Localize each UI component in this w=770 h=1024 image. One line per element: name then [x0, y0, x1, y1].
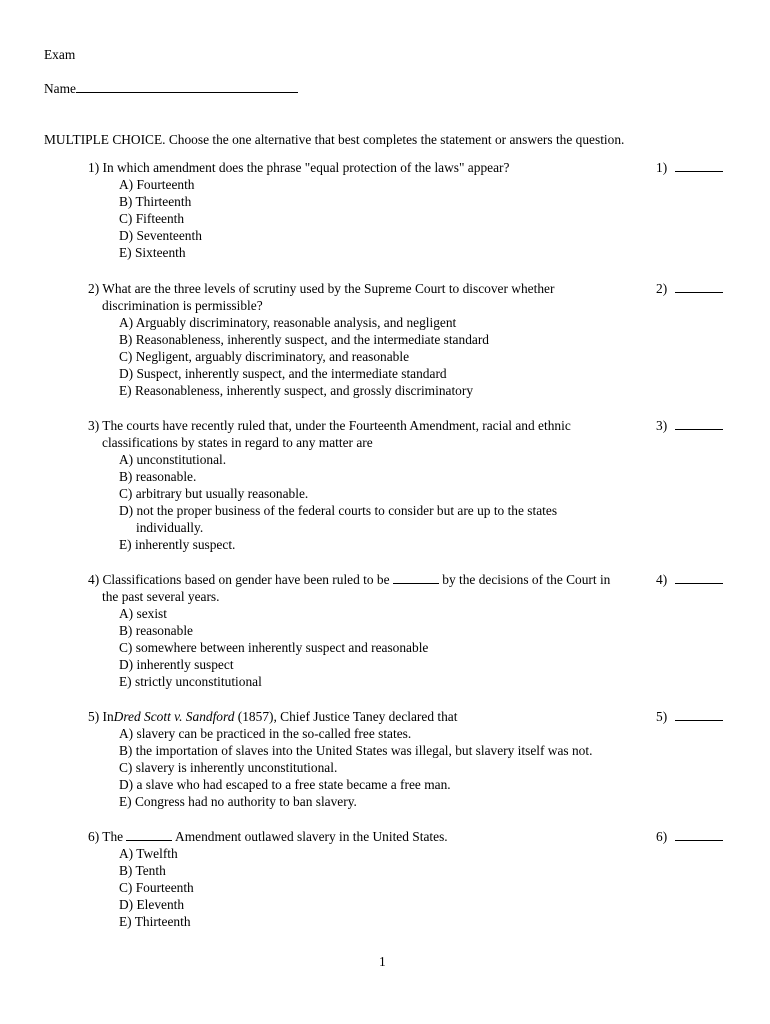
answer-line[interactable]: [675, 159, 723, 172]
question-stem: 3) The courts have recently ruled that, under the Fourteenth Amendment, racial and ethnic: [88, 418, 571, 433]
option-a: A) unconstitutional.: [119, 452, 227, 467]
question-stem: [88, 571, 610, 588]
option-e: E) Congress had no authority to ban slavery.: [119, 794, 357, 809]
name-field[interactable]: [76, 80, 298, 93]
option-d: D) not the proper business of the federal courts to consider but are up to the states: [119, 503, 558, 518]
answer-line[interactable]: [675, 280, 723, 293]
option-d-continued: individually.: [136, 520, 204, 535]
page-number: 1: [379, 954, 386, 969]
answer-blank-6[interactable]: [656, 828, 723, 845]
option-a: A) Arguably discriminatory, reasonable analysis, and negligent: [119, 315, 457, 330]
option-b: B) Tenth: [119, 863, 166, 878]
fill-in-blank: [126, 829, 172, 841]
option-c: C) slavery is inherently unconstitutional.: [119, 760, 338, 775]
option-e: E) Sixteenth: [119, 245, 186, 260]
option-a: A) sexist: [119, 606, 167, 621]
option-e: E) inherently suspect.: [119, 537, 236, 552]
name-label: Name: [44, 81, 76, 96]
option-b: B) the importation of slaves into the United States was illegal, but slavery itself was not.: [119, 743, 593, 758]
answer-blank-4[interactable]: [656, 571, 723, 588]
option-c: C) Fourteenth: [119, 880, 194, 895]
option-d: D) Seventeenth: [119, 228, 202, 243]
exam-label: Exam: [44, 47, 76, 62]
option-c: C) arbitrary but usually reasonable.: [119, 486, 309, 501]
option-a: A) Twelfth: [119, 846, 178, 861]
question-stem-continued: the past several years.: [102, 589, 220, 604]
question-stem-suffix: (1857), Chief Justice Taney declared that: [234, 709, 458, 724]
fill-in-blank: [393, 572, 439, 584]
answer-line[interactable]: [675, 417, 723, 430]
question-stem-part-a: 4) Classifications based on gender have been ruled to be: [88, 572, 393, 587]
option-d: D) a slave who had escaped to a free state became a free man.: [119, 777, 451, 792]
option-b: B) reasonable: [119, 623, 193, 638]
answer-blank-5[interactable]: [656, 708, 723, 725]
option-a: A) slavery can be practiced in the so-called free states.: [119, 726, 412, 741]
answer-number: 6): [656, 829, 668, 844]
option-e: E) Thirteenth: [119, 914, 191, 929]
question-stem: 1) In which amendment does the phrase "equal protection of the laws" appear?: [88, 160, 510, 175]
question-stem-continued: classifications by states in regard to any matter are: [102, 435, 373, 450]
question-stem-prefix: 5) In: [88, 709, 114, 724]
question-stem: [88, 708, 457, 725]
instructions: MULTIPLE CHOICE. Choose the one alternative that best completes the statement or answers the question.: [44, 132, 625, 147]
option-c: C) Negligent, arguably discriminatory, and reasonable: [119, 349, 410, 364]
answer-line[interactable]: [675, 828, 723, 841]
question-stem: 2) What are the three levels of scrutiny used by the Supreme Court to discover whether: [88, 281, 555, 296]
question-stem-part-b: by the decisions of the Court in: [438, 572, 611, 587]
answer-number: 4): [656, 572, 668, 587]
question-stem-continued: discrimination is permissible?: [102, 298, 263, 313]
answer-number: 2): [656, 281, 668, 296]
option-d: D) Eleventh: [119, 897, 185, 912]
answer-number: 5): [656, 709, 668, 724]
question-stem: [88, 828, 448, 845]
question-stem-part-a: 6) The: [88, 829, 127, 844]
option-d: D) inherently suspect: [119, 657, 234, 672]
option-d: D) Suspect, inherently suspect, and the intermediate standard: [119, 366, 447, 381]
option-e: E) strictly unconstitutional: [119, 674, 262, 689]
option-b: B) reasonable.: [119, 469, 197, 484]
answer-line[interactable]: [675, 708, 723, 721]
option-a: A) Fourteenth: [119, 177, 195, 192]
case-name: Dred Scott v. Sandford: [113, 709, 235, 724]
answer-blank-3[interactable]: [656, 417, 723, 434]
option-b: B) Thirteenth: [119, 194, 192, 209]
name-field-row: [44, 80, 298, 97]
option-c: C) Fifteenth: [119, 211, 185, 226]
answer-blank-1[interactable]: [656, 159, 723, 176]
answer-number: 3): [656, 418, 668, 433]
question-stem-part-b: Amendment outlawed slavery in the United States.: [172, 829, 448, 844]
answer-blank-2[interactable]: [656, 280, 723, 297]
answer-line[interactable]: [675, 571, 723, 584]
option-b: B) Reasonableness, inherently suspect, and the intermediate standard: [119, 332, 489, 347]
option-c: C) somewhere between inherently suspect and reasonable: [119, 640, 429, 655]
answer-number: 1): [656, 160, 668, 175]
option-e: E) Reasonableness, inherently suspect, and grossly discriminatory: [119, 383, 474, 398]
